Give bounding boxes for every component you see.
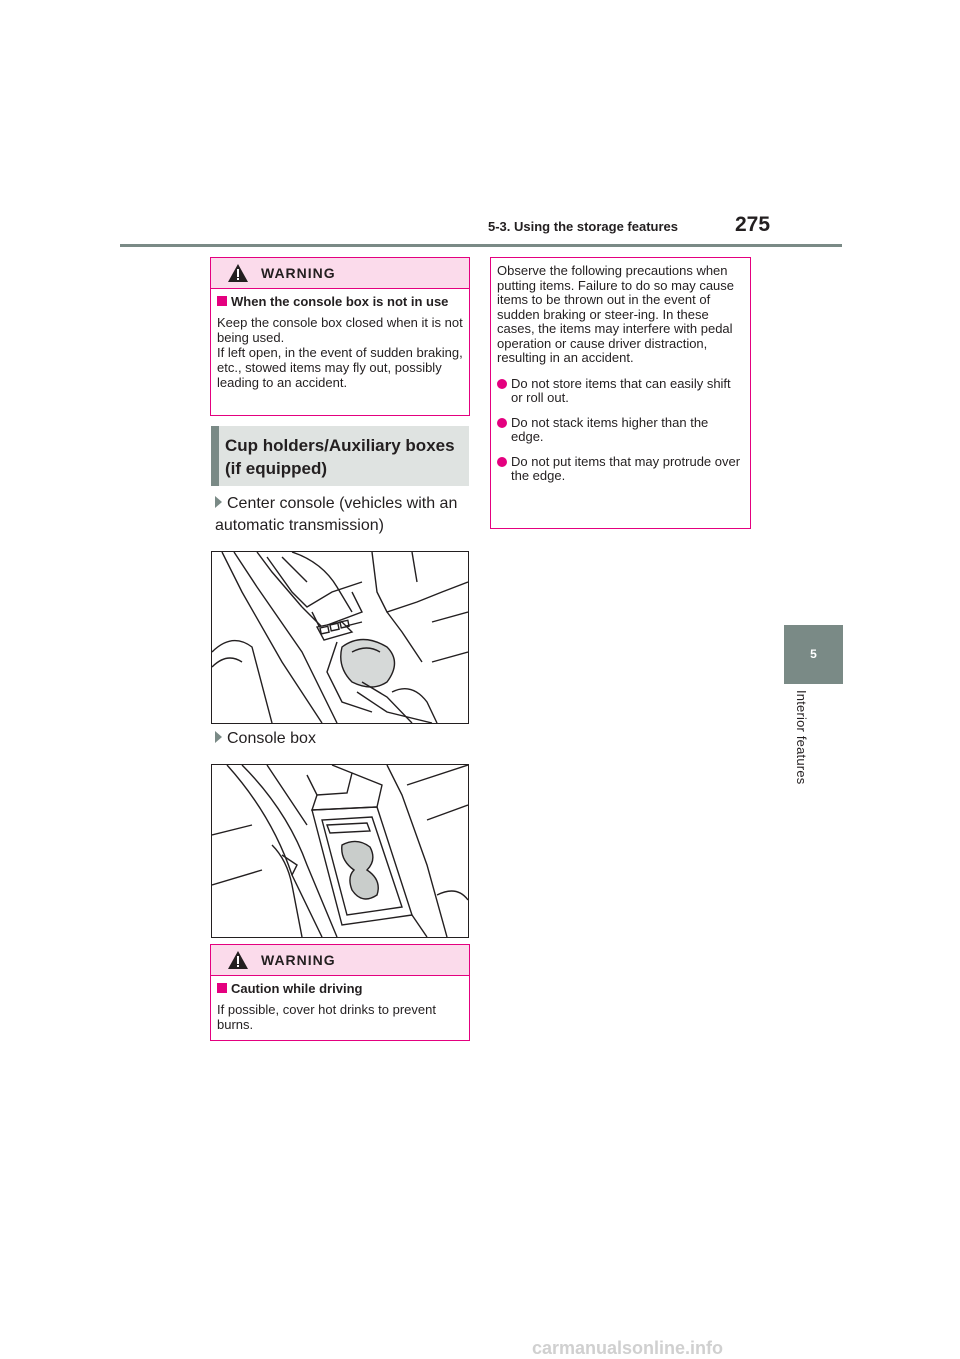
arrow-bullet-icon — [215, 731, 222, 743]
list-item-text: Do not put items that may protrude over the edge. — [511, 453, 741, 483]
arrow-bullet-icon — [215, 496, 222, 508]
chapter-number: 5 — [810, 647, 817, 661]
list-item — [497, 455, 744, 484]
warning-triangle-icon — [227, 263, 249, 283]
square-bullet-icon — [217, 983, 227, 993]
warning-subheading-text: When the console box is not in use — [231, 294, 449, 309]
circle-bullet-icon — [497, 457, 507, 467]
list-item — [497, 377, 744, 406]
figure-center-console — [211, 551, 469, 724]
header-divider — [120, 244, 842, 247]
warning-header — [211, 945, 469, 976]
warning-text: Keep the console box closed when it is not being used. If left open, in the event of sudden braking, etc., stowed items may fly out, possibly leading to an accident. — [217, 315, 463, 390]
console-box-illustration — [212, 765, 468, 937]
warning-label: WARNING — [261, 265, 336, 281]
square-bullet-icon — [217, 296, 227, 306]
warning-box-driving — [210, 944, 470, 1041]
warning-subheading-text: Caution while driving — [231, 981, 363, 996]
bullet-text: Center console (vehicles with an automatic transmission) — [215, 495, 458, 534]
list-item-text: Do not stack items higher than the edge. — [511, 414, 709, 444]
bullet-center-console — [215, 493, 470, 537]
precautions-intro: Observe the following precautions when putting items. Failure to do so may cause items to be thrown out in the event of sudden braking or steer-ing. In these cases, the items may interfere with pedal operation or cause driver distraction, resulting in an accident. — [497, 263, 735, 365]
chapter-tab — [784, 625, 843, 684]
warning-subheading — [217, 981, 463, 996]
circle-bullet-icon — [497, 418, 507, 428]
figure-console-box — [211, 764, 469, 938]
warning-header — [211, 258, 469, 289]
center-console-illustration — [212, 552, 468, 723]
warning-triangle-icon — [227, 950, 249, 970]
page-number: 275 — [735, 213, 771, 236]
chapter-label: Interior features — [794, 690, 809, 785]
section-heading: Cup holders/Auxiliary boxes (if equipped) — [211, 426, 469, 486]
bullet-console-box — [215, 728, 470, 750]
warning-box-console — [210, 257, 470, 416]
bullet-text: Console box — [227, 730, 316, 747]
warning-subheading — [217, 294, 463, 309]
list-item — [497, 416, 744, 445]
circle-bullet-icon — [497, 379, 507, 389]
precautions-box — [490, 257, 751, 529]
warning-label: WARNING — [261, 952, 336, 968]
section-title: 5-3. Using the storage features — [488, 219, 678, 234]
list-item-text: Do not store items that can easily shift or roll out. — [511, 375, 731, 405]
watermark: carmanualsonline.info — [532, 1338, 724, 1358]
warning-text: If possible, cover hot drinks to prevent burns. — [217, 1002, 436, 1032]
